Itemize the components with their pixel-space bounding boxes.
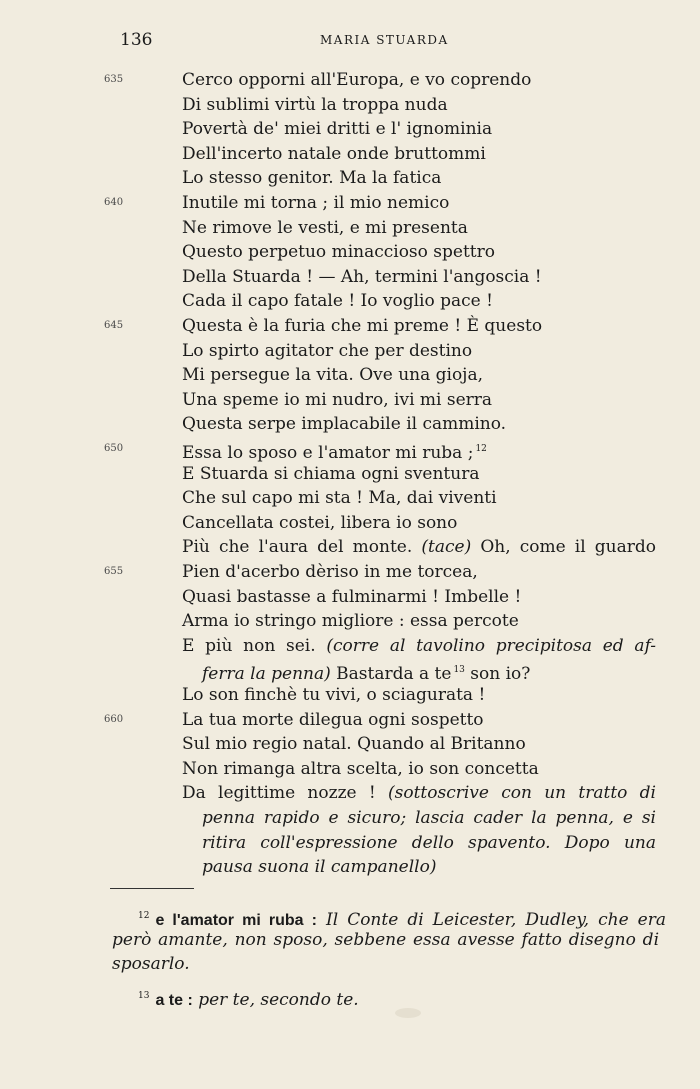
verse-line xyxy=(0,388,700,412)
footnote-gloss: Il Conte di Leicester, Dudley, che era xyxy=(326,910,667,930)
verse-line xyxy=(0,781,700,805)
footnote-number: 12 xyxy=(138,911,150,921)
verse-line xyxy=(0,511,700,535)
verse-text xyxy=(182,585,521,609)
footnote-lemma: a te : xyxy=(155,992,193,1009)
verse-text xyxy=(182,93,448,117)
page-header xyxy=(0,30,700,54)
verse-line xyxy=(0,462,700,486)
verse-run: Una speme io mi nudro, ivi mi serra xyxy=(182,389,493,410)
verse-line xyxy=(0,191,700,215)
verse-text xyxy=(182,339,472,363)
verse-text xyxy=(182,289,493,313)
verse-line xyxy=(0,339,700,363)
verse-text xyxy=(182,240,495,264)
line-number: 640 xyxy=(104,197,124,208)
verse-line xyxy=(0,412,700,436)
verse-run: Da legittime nozze ! xyxy=(182,783,388,804)
verse-line xyxy=(0,265,700,289)
footnote-text xyxy=(112,952,190,976)
verse-run: Ne rimove le vesti, e mi presenta xyxy=(182,217,468,238)
verse-text xyxy=(202,806,656,830)
verse-run: Che sul capo mi sta ! Ma, dai viventi xyxy=(182,488,497,509)
stage-direction: (tace) xyxy=(421,537,472,558)
verse-line xyxy=(0,708,700,732)
verse-line xyxy=(0,166,700,190)
verse-run: Cancellata costei, libera io sono xyxy=(182,512,458,533)
footnote-ref: 13 xyxy=(453,665,465,676)
line-number: 645 xyxy=(104,320,124,331)
paper-smudge xyxy=(395,1008,421,1018)
verse-text xyxy=(182,265,542,289)
verse-line xyxy=(0,683,700,707)
verse-run: Non rimanga altra scelta, io son concetta xyxy=(182,758,539,779)
stage-direction: ritira coll'espressione dello spavento. Dopo una xyxy=(202,832,656,853)
verse-run: Dell'incerto natale onde bruttommi xyxy=(182,143,486,164)
verse-run: Di sublimi virtù la troppa nuda xyxy=(182,94,448,115)
verse-run: Arma io stringo migliore : essa percote xyxy=(182,611,519,632)
verse-run: Lo stesso genitor. Ma la fatica xyxy=(182,168,442,189)
verse-run: Sul mio regio natal. Quando al Britanno xyxy=(182,734,526,755)
verse-text xyxy=(182,781,656,805)
verse-run: Lo spirto agitator che per destino xyxy=(182,340,473,361)
verse-run: Quasi bastasse a fulminarmi ! Imbelle ! xyxy=(182,586,522,607)
footnote-gloss: per te, secondo te. xyxy=(198,990,359,1010)
verse-text xyxy=(182,535,656,559)
line-number: 655 xyxy=(104,566,124,577)
footnote-gloss: sposarlo. xyxy=(112,954,190,974)
verse-text xyxy=(182,216,468,240)
verse-text xyxy=(182,117,492,141)
verse-text xyxy=(182,68,531,92)
verse-run: E Stuarda si chiama ogni sventura xyxy=(182,463,480,484)
verse-run: Cada il capo fatale ! Io voglio pace ! xyxy=(182,291,493,312)
verse-text xyxy=(182,757,539,781)
verse-line xyxy=(0,732,700,756)
verse-text xyxy=(182,708,484,732)
verse-run: Questo perpetuo minaccioso spettro xyxy=(182,242,495,263)
verse-run: Mi persegue la vita. Ove una gioja, xyxy=(182,365,483,386)
footnote-lemma: e l'amator mi ruba : xyxy=(155,912,317,929)
verse-run: Della Stuarda ! — Ah, termini l'angoscia ! xyxy=(182,266,542,287)
footnote-text xyxy=(112,928,659,952)
verse-line xyxy=(0,560,700,584)
verse-text xyxy=(182,462,479,486)
verse-run: Lo son finchè tu vivi, o sciagurata ! xyxy=(182,685,486,705)
stage-direction: (corre al tavolino precipitosa ed af- xyxy=(326,635,656,656)
verse-text xyxy=(182,609,519,633)
verse-text xyxy=(182,314,542,338)
footnote-gloss: però amante, non sposo, sebbene essa avesse fatto disegno di xyxy=(112,930,659,950)
verse-run: Questa è la furia che mi preme ! È questo xyxy=(182,316,543,336)
verse-run: Essa lo sposo e l'amator mi ruba ; xyxy=(182,443,474,463)
line-number: 660 xyxy=(104,713,124,725)
verse-run: Oh, come il guardo xyxy=(471,537,656,558)
verse-run: E più non sei. xyxy=(182,635,327,656)
verse-line xyxy=(0,535,700,559)
verse-text xyxy=(202,831,656,855)
verse-line xyxy=(0,658,700,685)
verse-run: son io? xyxy=(464,664,531,685)
verse-run: La tua morte dilegua ogni sospetto xyxy=(182,709,484,730)
verse-text xyxy=(182,191,449,215)
verse-text xyxy=(182,560,478,584)
verse-text xyxy=(182,634,656,658)
verse-text xyxy=(182,683,485,707)
verse-line xyxy=(0,757,700,781)
page-number: 136 xyxy=(120,30,153,50)
verse-run: Inutile mi torna ; il mio nemico xyxy=(182,193,450,213)
verse-line xyxy=(0,363,700,387)
verse-run: Pien d'acerbo dèriso in me torcea, xyxy=(182,562,478,582)
verse-text xyxy=(182,388,492,412)
footnote-number: 13 xyxy=(138,991,150,1001)
footnote-ref: 12 xyxy=(475,444,487,454)
verse-line xyxy=(0,142,700,166)
verse-text xyxy=(182,412,506,436)
stage-direction: pausa suona il campanello) xyxy=(202,857,437,878)
verse-line xyxy=(0,831,700,855)
verse-text xyxy=(182,166,441,190)
verse-line xyxy=(0,486,700,510)
verse-text xyxy=(182,732,526,756)
stage-direction: penna rapido e sicuro; lascia cader la penna, e si xyxy=(202,808,656,828)
verse-text xyxy=(182,363,483,387)
verse-text xyxy=(182,142,486,166)
verse-line xyxy=(0,240,700,264)
footnote-line xyxy=(0,928,700,952)
line-number: 650 xyxy=(104,443,124,454)
verse-run: Povertà de' miei dritti e l' ignominia xyxy=(182,119,493,140)
verse-line xyxy=(0,93,700,117)
verse-line xyxy=(0,609,700,633)
verse-text xyxy=(182,511,457,535)
footnote-line xyxy=(0,952,700,976)
verse-text xyxy=(202,855,436,879)
verse-line xyxy=(0,437,700,461)
verse-line xyxy=(0,585,700,609)
verse-run: Questa serpe implacabile il cammino. xyxy=(182,414,507,435)
verse-line xyxy=(0,314,700,338)
stage-direction: (sottoscrive con un tratto di xyxy=(387,783,656,804)
verse-line xyxy=(0,117,700,141)
verse-line xyxy=(0,855,700,879)
verse-line xyxy=(0,634,700,658)
verse-text xyxy=(182,486,497,510)
verse-line xyxy=(0,289,700,313)
verse-line xyxy=(0,806,700,830)
verse-run: Bastarda a te xyxy=(330,664,452,685)
footnote-rule xyxy=(110,888,194,889)
verse-line xyxy=(0,68,700,92)
footnote-line xyxy=(0,904,700,928)
verse-run: Più che l'aura del monte. xyxy=(182,537,422,558)
verse-run: Cerco opporni all'Europa, e vo coprendo xyxy=(182,70,532,90)
footnote-line xyxy=(0,984,700,1008)
line-number: 635 xyxy=(104,74,124,85)
running-title: MARIA STUARDA xyxy=(320,33,449,47)
stage-direction: ferra la penna) xyxy=(202,664,331,685)
verse-line xyxy=(0,216,700,240)
